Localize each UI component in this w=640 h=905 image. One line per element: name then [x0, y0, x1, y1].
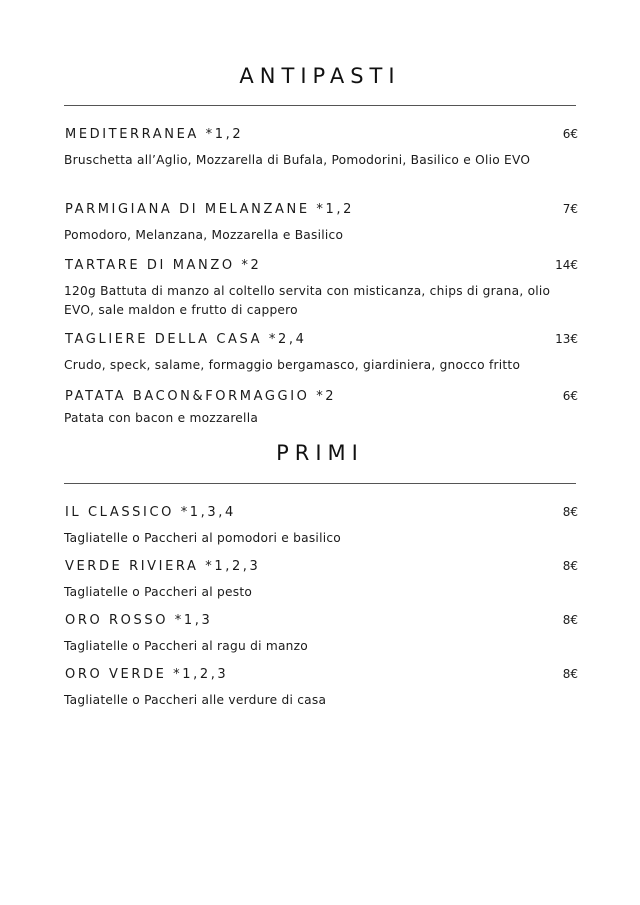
menu-item-patata [64, 389, 578, 428]
item-price: 7€ [562, 202, 578, 216]
menu-item-mediterranea [64, 127, 578, 170]
primi-divider [64, 483, 576, 484]
item-description: Crudo, speck, salame, formaggio bergamasco, giardiniera, gnocco fritto [64, 358, 521, 372]
antipasti-divider [64, 105, 576, 106]
antipasti-title: ANTIPASTI [239, 64, 401, 88]
item-description: Tagliatelle o Paccheri alle verdure di casa [64, 693, 327, 707]
item-name: VERDE RIVIERA *1,2,3 [65, 559, 261, 574]
item-price: 6€ [562, 389, 578, 403]
menu-item-verde-riviera [64, 559, 578, 602]
item-name: PARMIGIANA DI MELANZANE *1,2 [65, 202, 354, 217]
menu-item-tagliere [64, 332, 578, 375]
item-name: TAGLIERE DELLA CASA *2,4 [65, 332, 307, 347]
item-price: 8€ [562, 613, 578, 627]
item-price: 8€ [562, 667, 578, 681]
primi-title: PRIMI [276, 441, 364, 465]
item-description: Bruschetta all’Aglio, Mozzarella di Bufala, Pomodorini, Basilico e Olio EVO [64, 153, 531, 167]
item-description: Tagliatelle o Paccheri al ragu di manzo [64, 639, 308, 653]
item-price: 6€ [562, 127, 578, 141]
item-name: PATATA BACON&FORMAGGIO *2 [65, 389, 337, 404]
item-price: 8€ [562, 505, 578, 519]
menu-item-oro-verde [64, 667, 578, 710]
item-description: Tagliatelle o Paccheri al pomodori e basilico [64, 531, 341, 545]
menu-item-il-classico [64, 505, 578, 548]
item-name: MEDITERRANEA *1,2 [65, 127, 244, 142]
item-description: Pomodoro, Melanzana, Mozzarella e Basilico [64, 228, 344, 242]
item-description: 120g Battuta di manzo al coltello servita con misticanza, chips di grana, olio EVO, sale maldon e frutto di cappero [64, 284, 551, 317]
menu-item-parmigiana [64, 202, 578, 245]
menu-item-tartare [64, 258, 578, 320]
item-description: Patata con bacon e mozzarella [64, 411, 259, 425]
item-description: Tagliatelle o Paccheri al pesto [64, 585, 253, 599]
item-name: IL CLASSICO *1,3,4 [65, 505, 236, 520]
menu-item-oro-rosso [64, 613, 578, 656]
item-price: 14€ [555, 258, 578, 272]
item-price: 8€ [562, 559, 578, 573]
item-name: TARTARE DI MANZO *2 [65, 258, 262, 273]
item-name: ORO ROSSO *1,3 [65, 613, 213, 628]
item-name: ORO VERDE *1,2,3 [65, 667, 229, 682]
item-price: 13€ [555, 332, 578, 346]
